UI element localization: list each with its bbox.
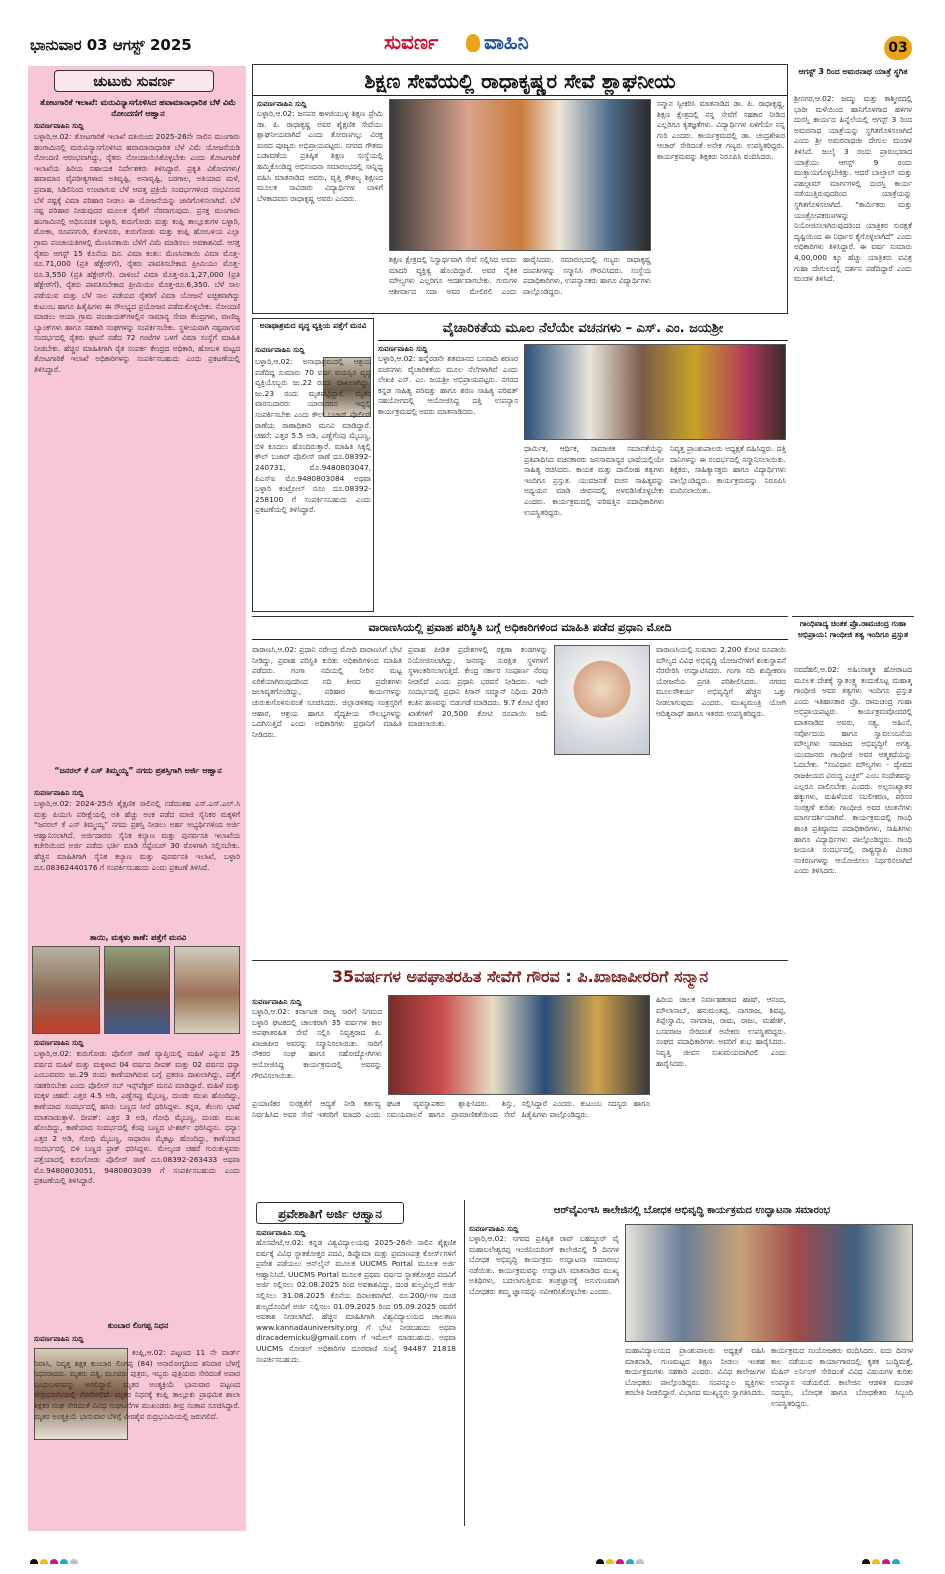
logo-right-text: ವಾಹಿನಿ xyxy=(484,30,529,54)
vachana-col3: ನಿವೃತ್ತ ಪ್ರಾಂಶುಪಾಲರು ಅಧ್ಯಕ್ಷತೆ ವಹಿಸಿದ್ದರು. ದತ್ತಿ ದಾನಿಗಳನ್ನು ಈ ಸಂದರ್ಭದಲ್ಲಿ ಸನ್ಮಾನಿಸಲಾಯಿತು. ಶಿಕ್ಷಕರು, ಸಾಹಿತ್ಯಾಸಕ್ತರು ಹಾಗೂ ವಿದ್ಯಾರ್ಥಿಗಳು ಪಾಲ್ಗೊಂಡಿದ್ದರು. ಕಾರ್ಯಕ್ರಮವನ್ನು ನಿರೂಪಿಸಿ ವಂದಿಸಲಾಯಿತು. xyxy=(670,444,786,496)
footer-registration-dots-center xyxy=(596,1552,686,1564)
honour-col2: ಪ್ರಯಾಣಿಕರ ಸುರಕ್ಷತೆಗೆ ಆದ್ಯತೆ ನೀಡಿ ಕರ್ತವ್ಯ ನಿರ್ವಹಿಸಿದ ಅವರ ಸೇವೆ ಇತರರಿಗೆ ಮಾದರಿ ಎಂದು ಘಟಕ ವ್ಯವಸ್ಥಾಪಕರು ಶ್ಲಾಘಿಸಿದರು. ಶಿಸ್ತು, ಸಮಯಪಾಲನೆ ಹಾಗೂ ಪ್ರಾಮಾಣಿಕತೆಯಿಂದ ಸೇವೆ ಸಲ್ಲಿಸಿದ್ದಾರೆ ಎಂದರು. ಕುಟುಂಬ ಸದಸ್ಯರು ಹಾಗೂ ಹಿತೈಷಿಗಳು ಪಾಲ್ಗೊಂಡಿದ್ದರು. xyxy=(252,1099,650,1119)
missing-woman-photo xyxy=(32,946,100,1034)
college-col1: ಬಳ್ಳಾರಿ,ಆ.02: ನಗರದ ಪ್ರತಿಷ್ಠಿತ ರಾವ್ ಬಹದ್ದೂರ್ ವೈ ಮಹಾಬಲೇಶ್ವರಪ್ಪ ಇಂಜಿನಿಯರಿಂಗ್ ಕಾಲೇಜಿನಲ್ಲಿ 5 ದಿನಗಳ ಬೋಧಕ ಅಭಿವೃದ್ಧಿ ಕಾರ್ಯಕ್ರಮ ಉದ್ಘಾಟನಾ ಸಮಾರಂಭ ನಡೆಯಿತು. ಕಾರ್ಯಕ್ರಮವನ್ನು ಉದ್ಘಾಟಿಸಿ ಮಾತನಾಡಿದ ಮುಖ್ಯ ಅತಿಥಿಗಳು, ಬದಲಾಗುತ್ತಿರುವ ತಂತ್ರಜ್ಞಾನಕ್ಕೆ ಅನುಗುಣವಾಗಿ ಬೋಧಕರು ತಮ್ಮ ಜ್ಞಾನವನ್ನು ನವೀಕರಿಸಿಕೊಳ್ಳಬೇಕು ಎಂದರು. xyxy=(469,1234,619,1296)
section-title: ಚುಟುಕು ಸುವರ್ಣ xyxy=(93,74,175,90)
story2-body: ಬಳ್ಳಾರಿ,ಆ.02: 2024-25ನೇ ಶೈಕ್ಷಣಿಕ ಸಾಲಿನಲ್ಲಿ ನಡೆದಂತಹ ಎಸ್.ಎಸ್.ಎಲ್.ಸಿ ಮತ್ತು ಪಿಯುಸಿ ಪರೀಕ್ಷೆಯಲ್ಲಿ ಅತಿ ಹೆಚ್ಚು ಅಂಕ ಪಡೆದ ಮಾಜಿ ಸೈನಿಕರ ಮಕ್ಕಳಿಗೆ “ಜನರಲ್ ಕೆ ಎಸ್ ತಿಮ್ಮಯ್ಯ” ನಗದು ಪ್ರಶಸ್ತಿ ನೀಡಲು ಅರ್ಹ ಅಭ್ಯರ್ಥಿಗಳಿಂದ ಅರ್ಜಿ ಆಹ್ವಾನಿಸಲಾಗಿದೆ. ಅರ್ಜಿದಾರರು ಸೈನಿಕ ಕಲ್ಯಾಣ ಮತ್ತು ಪುನರ್ವಸತಿ ಇಲಾಖೆಯ ಕಚೇರಿಯಿಂದ ಅರ್ಜಿ ಪಡೆದು ಭರ್ತಿ ಮಾಡಿ ಸೆಪ್ಟೆಂಬರ್ 30 ರೊಳಗಾಗಿ ಸಲ್ಲಿಸಬೇಕು. ಹೆಚ್ಚಿನ ಮಾಹಿತಿಗಾಗಿ ಸೈನಿಕ ಕಲ್ಯಾಣ ಮತ್ತು ಪುನರ್ವಸತಿ ಇಲಾಖೆ, ಬಳ್ಳಾರಿ ದೂ.08362440176 ಗೆ ಸಂಪರ್ಕಿಸಬಹುದು ಎಂದು ಪ್ರಕಟಣೆ ತಿಳಿಸಿದೆ. xyxy=(34,799,240,872)
elderly-headline: ಅನಾಥಾಶ್ರಮದ ವೃದ್ಧ ವ್ಯಕ್ತಿಯ ಪತ್ತೆಗೆ ಮನವಿ xyxy=(259,321,367,330)
modi-col2b xyxy=(554,759,650,953)
page-number: 03 xyxy=(888,40,908,56)
vachana-story xyxy=(378,318,788,612)
logo-flame-icon xyxy=(466,34,480,52)
modi-col3: ವಾರಾಣಸಿಯಲ್ಲಿ ಸುಮಾರು 2,200 ಕೋಟಿ ರೂಪಾಯಿ ಮೌಲ್ಯದ ವಿವಿಧ ಅಭಿವೃದ್ಧಿ ಯೋಜನೆಗಳಿಗೆ ಶಂಕುಸ್ಥಾಪನೆ ನೆರವೇರಿಸಿ ಉದ್ಘಾಟಿಸಿದರು. ಗಂಗಾ ನದಿ ಶುದ್ಧೀಕರಣ ಯೋಜನೆಯ ಪ್ರಗತಿ ಪರಿಶೀಲಿಸಿದರು. ನಗರದ ಮೂಲಸೌಕರ್ಯ ಅಭಿವೃದ್ಧಿಗೆ ಹೆಚ್ಚಿನ ಒತ್ತು ನೀಡಲಾಗುವುದು ಎಂದರು. ಮುಖ್ಯಮಂತ್ರಿ ಯೋಗಿ ಆದಿತ್ಯನಾಥ್ ಹಾಗೂ ಇತರರು ಉಪಸ್ಥಿತರಿದ್ದರು. xyxy=(656,645,786,718)
lead-photo xyxy=(389,99,651,251)
vachana-col1: ಬಳ್ಳಾರಿ,ಆ.02: ಹನ್ನೆರಡನೇ ಶತಮಾನದ ಬಸವಾದಿ ಶರಣರ ವಚನಗಳು ವೈಚಾರಿಕತೆಯ ಮೂಲ ನೆಲೆಗಳಾಗಿವೆ ಎಂದು ಲೇಖಕಿ ಎಸ್. ಎಂ. ಜಯಶ್ರೀ ಅಭಿಪ್ರಾಯಪಟ್ಟರು. ನಗರದ ಕನ್ನಡ ಸಾಹಿತ್ಯ ಪರಿಷತ್ತು ಹಾಗೂ ಶರಣ ಸಾಹಿತ್ಯ ಪರಿಷತ್ ಸಹಯೋಗದಲ್ಲಿ ಆಯೋಜಿಸಿದ್ದ ದತ್ತಿ ಉಪನ್ಯಾಸ ಕಾರ್ಯಕ್ರಮದಲ್ಲಿ ಅವರು ಮಾತನಾಡಿದರು. xyxy=(378,354,518,416)
lead-headline: ಶಿಕ್ಷಣ ಸೇವೆಯಲ್ಲಿ ರಾಧಾಕೃಷ್ಣರ ಸೇವೆ ಶ್ಲಾಘನೀಯ xyxy=(364,69,676,93)
college-col2: ಮಹಾವಿದ್ಯಾಲಯದ ಪ್ರಾಂಶುಪಾಲರು ಅಧ್ಯಕ್ಷತೆ ವಹಿಸಿ ಮಾತನಾಡಿ, ಗುಣಮಟ್ಟದ ಶಿಕ್ಷಣ ನೀಡಲು ಇಂತಹ ಕಾರ್ಯಕ್ರಮಗಳು ಸಹಕಾರಿ ಎಂದರು. ವಿವಿಧ ಕಾಲೇಜುಗಳ ಬೋಧಕರು ಪಾಲ್ಗೊಂಡಿದ್ದರು. ಸಂಪನ್ಮೂಲ ವ್ಯಕ್ತಿಗಳು ತರಬೇತಿ ನೀಡಲಿದ್ದಾರೆ. ವಿಭಾಗದ ಮುಖ್ಯಸ್ಥರು ಸ್ವಾಗತಿಸಿದರು. xyxy=(625,1346,765,1398)
vachana-headline: ವೈಚಾರಿಕತೆಯ ಮೂಲ ನೆಲೆಯೇ ವಚನಗಳು – ಎಸ್. ಎಂ. ಜಯಶ್ರೀ xyxy=(442,321,724,336)
lead-col3: ಸನ್ಮಾನ ಸ್ವೀಕರಿಸಿ ಮಾತನಾಡಿದ ಡಾ. ಪಿ. ರಾಧಾಕೃಷ್ಣ, ಶಿಕ್ಷಣ ಕ್ಷೇತ್ರದಲ್ಲಿ ನನ್ನ ಸೇವೆಗೆ ಸಹಕಾರ ನೀಡಿದ ಎಲ್ಲರಿಗೂ ಕೃತಜ್ಞತೆಗಳು. ವಿದ್ಯಾರ್ಥಿಗಳ ಏಳಿಗೆಯೇ ನನ್ನ ಗುರಿ ಎಂದರು. ಕಾರ್ಯಕ್ರಮದಲ್ಲಿ ಡಾ. ಚಂದ್ರಶೇಖರ ಆಚಾರ್ ಸೇರಿದಂತೆ ಅನೇಕ ಗಣ್ಯರು ಉಪಸ್ಥಿತರಿದ್ದರು. ಕಾರ್ಯಕ್ರಮವನ್ನು ಶಿಕ್ಷಕರು ನಿರೂಪಿಸಿ ವಂದಿಸಿದರು. xyxy=(657,99,785,161)
story2-byline: ಸುವರ್ಣವಾಹಿನಿ ಸುದ್ದಿ xyxy=(34,788,84,797)
modi-col1: ವಾರಾಣಸಿ,ಆ.02: ಪ್ರಧಾನಿ ನರೇಂದ್ರ ಮೋದಿ ವಾರಾಣಸಿಗೆ ಭೇಟಿ ನೀಡಿದ್ದು, ಪ್ರವಾಹ ಪರಿಸ್ಥಿತಿ ಕುರಿತು ಅಧಿಕಾರಿಗಳಿಂದ ಮಾಹಿತಿ ಪಡೆದರು. ಗಂಗಾ ನದಿಯಲ್ಲಿ ನೀರಿನ ಮಟ್ಟ ಏರಿಕೆಯಾಗಿರುವುದರಿಂದ ನದಿ ತೀರದ ಪ್ರದೇಶಗಳು ಜಲಾವೃತಗೊಂಡಿದ್ದು, ಪರಿಹಾರ ಕಾರ್ಯಗಳನ್ನು ಚುರುಕುಗೊಳಿಸುವಂತೆ ಸೂಚಿಸಿದರು. ಜಿಲ್ಲಾಡಳಿತವು ಸಂತ್ರಸ್ತರಿಗೆ ಆಹಾರ, ಆಶ್ರಯ ಹಾಗೂ ವೈದ್ಯಕೀಯ ಸೌಲಭ್ಯಗಳನ್ನು ಒದಗಿಸುತ್ತಿದೆ ಎಂದು ಅಧಿಕಾರಿಗಳು ಪ್ರಧಾನಿಗೆ ಮಾಹಿತಿ ನೀಡಿದರು. xyxy=(252,645,402,739)
left-column xyxy=(28,66,246,1531)
college-story xyxy=(464,1200,914,1526)
lead-rule xyxy=(253,95,787,96)
story4-body: ಕಂಪ್ಲಿ,ಆ.02: ಪಟ್ಟಣದ 11 ನೇ ವಾರ್ಡ್ ನಿವಾಸಿ, ನಿವೃತ್ತ ಶಿಕ್ಷಕ ಕುಂಬಾರ ಲಿಂಗಪ್ಪ (84) ಅನಾರೋಗ್ಯದಿಂದ ಶನಿವಾರ ಬೆಳಗ್ಗೆ ನಿಧನರಾದರು. ಮೃತರು ಪತ್ನಿ, ಮೂವರು ಪುತ್ರರು, ಇಬ್ಬರು ಪುತ್ರಿಯರು ಸೇರಿದಂತೆ ಅಪಾರ ಬಂಧುಬಳಗವನ್ನು ಅಗಲಿದ್ದಾರೆ. ಮೃತರ ಅಂತ್ಯಕ್ರಿಯೆ ಭಾನುವಾರ ಪಟ್ಟಣದ ರುದ್ರಭೂಮಿಯಲ್ಲಿ ನೆರವೇರಲಿದೆ. ಮೃತರ ನಿಧನಕ್ಕೆ ಕಂಪ್ಲಿ ತಾಲ್ಲೂಕು ಪ್ರಾಥಮಿಕ ಶಾಲಾ ಶಿಕ್ಷಕರ ಸಂಘ ಸೇರಿದಂತೆ ವಿವಿಧ ಸಂಘಟನೆಗಳ ಮುಖಂಡರು ತೀವ್ರ ಸಂತಾಪ ಸೂಚಿಸಿದ್ದಾರೆ. ಮೃತರ ಅಂತ್ಯಕ್ರಿಯೆ ಭಾನುವಾರ ಬೆಳಿಗ್ಗೆ ವೀರಶೈವ ರುದ್ರಭೂಮಿಯಲ್ಲಿ ಜರುಗಲಿದೆ. xyxy=(34,1348,240,1421)
lead-story xyxy=(252,64,788,314)
honour-photo xyxy=(388,995,650,1095)
elderly-notice-box xyxy=(252,318,374,612)
modi-headline: ವಾರಾಣಸಿಯಲ್ಲಿ ಪ್ರವಾಹ ಪರಿಸ್ಥಿತಿ ಬಗ್ಗೆ ಅಧಿಕಾರಿಗಳಿಂದ ಮಾಹಿತಿ ಪಡೆದ ಪ್ರಧಾನಿ ಮೋದಿ xyxy=(368,621,672,634)
vachana-col2: ಧಾರ್ಮಿಕ, ಆರ್ಥಿಕ, ಸಾಮಾಜಿಕ ಸಮಾನತೆಯನ್ನು ಪ್ರತಿಪಾದಿಸಿದ ವಚನಕಾರರು ಜನಸಾಮಾನ್ಯರ ಭಾಷೆಯಲ್ಲಿಯೇ ಸಾಹಿತ್ಯ ರಚಿಸಿದರು. ಕಾಯಕ ಮತ್ತು ದಾಸೋಹ ತತ್ವಗಳು ಇಂದಿಗೂ ಪ್ರಸ್ತುತ. ಯುವಜನತೆ ವಚನ ಸಾಹಿತ್ಯವನ್ನು ಅಧ್ಯಯನ ಮಾಡಿ ಜೀವನದಲ್ಲಿ ಅಳವಡಿಸಿಕೊಳ್ಳಬೇಕು ಎಂದರು. ಕಾರ್ಯಕ್ರಮದಲ್ಲಿ ಪರಿಷತ್ತಿನ ಪದಾಧಿಕಾರಿಗಳು ಉಪಸ್ಥಿತರಿದ್ದರು. xyxy=(524,444,664,517)
modi-photo xyxy=(554,645,650,755)
honour-story xyxy=(252,960,788,1196)
footer-registration-dots-right xyxy=(862,1552,922,1564)
lead-byline: ಸುವರ್ಣವಾಹಿನಿ ಸುದ್ದಿ xyxy=(257,99,307,108)
honour-col3: ಹಿರಿಯ ಚಾಲಕ ನಿರ್ವಾಹಕರಾದ ಹಾಷ್, ಆನಂದ, ಮೌಲಾಸಾಬ್, ಹನುಮಂತಪ್ಪ, ನಾಗರಾಜ, ಶಿವಪ್ಪ, ತಿಪ್ಪೇಸ್ವಾಮಿ, ನಾಗರಾಜ, ರಾಮ, ರಾಜು, ಮಹೇಶ್, ಬಸವರಾಜ ಸೇರಿದಂತೆ ಅನೇಕರು ಉಪಸ್ಥಿತರಿದ್ದರು. ಸಂಘದ ಪದಾಧಿಕಾರಿಗಳು ಅವರಿಗೆ ಶುಭ ಹಾರೈಸಿದರು. ನಿವೃತ್ತಿ ಜೀವನ ಸುಖಮಯವಾಗಿರಲಿ ಎಂದು ಹಾರೈಸಿದರು. xyxy=(656,995,786,1068)
page-number-badge xyxy=(884,36,912,60)
modi-rule xyxy=(252,639,788,640)
elderly-body: ಬಳ್ಳಾರಿ,ಆ.02: ಅನಾಥಾಶ್ರಮದಲ್ಲಿ ಆಶ್ರಯ ಪಡೆದಿದ್ದ ಸುಮಾರು 70 ವರ್ಷ ವಯಸ್ಸಿನ ವೃದ್ಧ ವ್ಯಕ್ತಿಯೊಬ್ಬರು ಜು.22 ರಂದು ದಾಖಲಾಗಿದ್ದು, ಜು.23 ರಂದು ಮೃತಪಟ್ಟಿದ್ದಾರೆ. ಮೃತರ ವಾರಸುದಾರರು ಯಾರಾದರೂ ಇದ್ದಲ್ಲಿ ಸಂಪರ್ಕಿಸಬೇಕು ಎಂದು ಕೌಲ್ ಬಜಾರ್ ಪೊಲೀಸ್ ಠಾಣೆಯ ಠಾಣಾಧಿಕಾರಿ ಮನವಿ ಮಾಡಿದ್ದಾರೆ. ಚಹರೆ: ಎತ್ತರ 5.5 ಅಡಿ, ಎಣ್ಣೆಗೆಂಪು ಮೈಬಣ್ಣ, ಬಿಳಿ ಕೂದಲು ಹೊಂದಿರುತ್ತಾರೆ. ಮಾಹಿತಿ ಸಿಕ್ಕಲ್ಲಿ ಕೌಲ್ ಬಜಾರ್ ಪೊಲೀಸ್ ಠಾಣೆ ದೂ.08392-240731, ಮೊ.9480803047, ಪಿಎಸ್‌ಐ ಮೊ.9480803084 ಅಥವಾ ಬಳ್ಳಾರಿ ಕಂಟ್ರೋಲ್ ರೂಂ ದೂ.08392-258100 ಗೆ ಸಂಪರ್ಕಿಸಬಹುದು ಎಂದು ಪ್ರಕಟಣೆಯಲ್ಲಿ ತಿಳಿಸಿದ್ದಾರೆ. xyxy=(255,357,371,515)
admission-byline: ಸುವರ್ಣವಾಹಿನಿ ಸುದ್ದಿ xyxy=(256,1228,306,1237)
vachana-photo xyxy=(524,344,786,440)
right-story1-headline: ಆಗಸ್ಟ್ 3 ರಿಂದ ಅಮರನಾಥ ಯಾತ್ರೆ ಸ್ಥಗಿತ xyxy=(798,67,908,76)
section-title-badge xyxy=(54,70,214,92)
admission-story xyxy=(252,1200,460,1526)
honour-headline: 35ವರ್ಷಗಳ ಅಪಘಾತರಹಿತ ಸೇವೆಗೆ ಗೌರವ : ಪಿ.ಖಾಜಾಪೀರರಿಗೆ ಸನ್ಮಾನ xyxy=(331,967,709,986)
missing-girl-photo xyxy=(174,946,240,1034)
honour-byline: ಸುವರ್ಣವಾಹಿನಿ ಸುದ್ದಿ xyxy=(252,997,302,1006)
story1-headline: ತೋಟಗಾರಿಕೆ ಇಲಾಖೆ: ಮರುವಿನ್ಯಾಸಗೊಳಿಸಿದ ಹವಾಮಾನಾಧಾರಿತ ಬೆಳೆ ವಿಮೆ ನೋಂದಣಿಗೆ ಆಹ್ವಾನ xyxy=(40,98,236,118)
story3-headline: ತಾಯಿ, ಮಕ್ಕಳು ಕಾಣೆ: ಪತ್ತೆಗೆ ಮನವಿ xyxy=(89,933,187,942)
right-story1-body: ಶ್ರೀನಗರ,ಆ.02: ಜಮ್ಮು ಮತ್ತು ಕಾಶ್ಮೀರದಲ್ಲಿ ಭಾರೀ ಮಳೆಯಿಂದ ಹಾನಿಗೊಳಗಾದ ಹಳಿಗಳ ದುರಸ್ತಿ ಕಾರ್ಯದ ಹಿನ್ನೆಲೆಯಲ್ಲಿ ಆಗಸ್ಟ್ 3 ರಿಂದ ಅಮರನಾಥ ಯಾತ್ರೆಯನ್ನು ಸ್ಥಗಿತಗೊಳಿಸಲಾಗಿದೆ ಎಂದು ಶ್ರೀ ಅಮರನಾಥಜೀ ದೇಗುಲ ಮಂಡಳಿ ತಿಳಿಸಿದೆ. ಜುಲೈ 3 ರಂದು ಪ್ರಾರಂಭವಾದ ಯಾತ್ರೆಯು ಆಗಸ್ಟ್ 9 ರಂದು ಮುಕ್ತಾಯಗೊಳ್ಳಬೇಕಿತ್ತು. ಆದರೆ ಬಾಲ್ತಾಲ್ ಮತ್ತು ಪಹಲ್ಗಾಮ್ ಮಾರ್ಗಗಳಲ್ಲಿ ದುರಸ್ತಿ ಕಾರ್ಯ ನಡೆಯುತ್ತಿರುವುದರಿಂದ ಯಾತ್ರೆಯನ್ನು ಸ್ಥಗಿತಗೊಳಿಸಲಾಗಿದೆ. “ಕಾರ್ಮಿಕರು ಮತ್ತು ಯಂತ್ರೋಪಕರಣಗಳನ್ನು ನಿಯೋಜಿಸಲಾಗಿರುವುದರಿಂದ ಯಾತ್ರಿಕರ ಸುರಕ್ಷತೆ ದೃಷ್ಟಿಯಿಂದ ಈ ನಿರ್ಧಾರ ಕೈಗೊಳ್ಳಲಾಗಿದೆ” ಎಂದು ಅಧಿಕಾರಿಗಳು ತಿಳಿಸಿದ್ದಾರೆ. ಈ ವರ್ಷ ಸುಮಾರು 4,00,000 ಕ್ಕೂ ಹೆಚ್ಚು ಯಾತ್ರಿಕರು ಪವಿತ್ರ ಗುಹಾ ದೇಗುಲದಲ್ಲಿ ದರ್ಶನ ಪಡೆದಿದ್ದಾರೆ ಎಂದು ಮಂಡಳಿ ತಿಳಿಸಿದೆ. xyxy=(794,94,912,284)
college-byline: ಸುವರ್ಣವಾಹಿನಿ ಸುದ್ದಿ xyxy=(469,1224,519,1233)
story3-byline: ಸುವರ್ಣವಾಹಿನಿ ಸುದ್ದಿ xyxy=(34,1038,84,1047)
newspaper-logo xyxy=(378,30,578,60)
story3-body: ಬಳ್ಳಾರಿ,ಆ.02: ಕುರುಗೋಡು ಪೊಲೀಸ್ ಠಾಣೆ ವ್ಯಾಪ್ತಿಯಲ್ಲಿ ಮಹಿಳೆ ಎನ್ನುವ 25 ವರ್ಷದ ಮಹಿಳೆ ಮತ್ತು ಮಕ್ಕಳಾದ 04 ವರ್ಷದ ದೀಪಕ್ ಮತ್ತು 02 ವರ್ಷದ ಧನ್ಯಾ ಎಂಬುವವರು ಜು.29 ರಂದು ಕಾಣೆಯಾಗಿರುವ ಬಗ್ಗೆ ಪ್ರಕರಣ ದಾಖಲಾಗಿದ್ದು, ಪತ್ತೆಗೆ ಸಹಕರಿಸಬೇಕು ಎಂದು ಪೊಲೀಸ್ ಸಬ್ ಇನ್ಸ್‌ಪೆಕ್ಟರ್ ಮನವಿ ಮಾಡಿದ್ದಾರೆ. ಮಹಿಳೆ ಮತ್ತು ಮಕ್ಕಳ ಚಹರೆ: ಎತ್ತರ 4.5 ಅಡಿ, ಎಣ್ಣೆಗಪ್ಪು ಮೈಬಣ್ಣ, ದುಂಡು ಮುಖ ಹೊಂದಿದ್ದು, ಕಾಣೆಯಾದ ಸಂದರ್ಭದಲ್ಲಿ ಹಸಿರು ಬಣ್ಣದ ಸೀರೆ ಧರಿಸಿದ್ದಳು. ಕನ್ನಡ, ತೆಲುಗು ಭಾಷೆ ಮಾತನಾಡುತ್ತಾಳೆ. ದೀಪಕ್: ಎತ್ತರ 3 ಅಡಿ, ಗೋಧಿ ಮೈಬಣ್ಣ, ದುಂಡು ಮುಖ ಹೊಂದಿದ್ದು, ಕಾಣೆಯಾದ ಸಂದರ್ಭದಲ್ಲಿ ಕೆಂಪು ಬಣ್ಣದ ಟಿ-ಶರ್ಟ್ ಧರಿಸಿದ್ದನು. ಧನ್ಯಾ: ಎತ್ತರ 2 ಅಡಿ, ಗೋಧಿ ಮೈಬಣ್ಣ, ಸಾಧಾರಣ ಮೈಕಟ್ಟು ಹೊಂದಿದ್ದು, ಕಾಣೆಯಾದ ಸಂದರ್ಭದಲ್ಲಿ ಬಿಳಿ ಬಣ್ಣದ ಫ್ರಾಕ್ ಧರಿಸಿದ್ದಳು. ಮೇಲ್ಕಂಡ ಚಹರೆ ಗುರುತುಳ್ಳವರು ಪತ್ತೆಯಾದಲ್ಲಿ ಕುರುಗೋಡು ಪೊಲೀಸ್ ಠಾಣೆ ದೂ.08392-263433 ಅಥವಾ ಮೊ.9480803051, 9480803039 ಗೆ ಸಂಪರ್ಕಿಸಬಹುದು ಎಂದು ಪ್ರಕಟಣೆಯಲ್ಲಿ ತಿಳಿಸಿದ್ದಾರೆ. xyxy=(34,1049,240,1186)
logo-left-text: ಸುವರ್ಣ xyxy=(384,30,439,54)
college-photo xyxy=(625,1224,913,1342)
vachana-col1-cont xyxy=(378,470,518,610)
story2-headline: “ಜನರಲ್ ಕೆ ಎಸ್ ತಿಮ್ಮಯ್ಯ” ನಗದು ಪ್ರಶಸ್ತಿಗಾಗಿ ಅರ್ಜಿ ಆಹ್ವಾನ xyxy=(54,766,222,775)
story4-byline: ಸುವರ್ಣವಾಹಿನಿ ಸುದ್ದಿ xyxy=(34,1334,84,1343)
masthead xyxy=(0,0,945,62)
admission-body: ಹೊಸಪೇಟೆ,ಆ.02: ಕನ್ನಡ ವಿಶ್ವವಿದ್ಯಾಲಯವು 2025-26ನೇ ಸಾಲಿನ ಶೈಕ್ಷಣಿಕ ವರ್ಷಕ್ಕೆ ವಿವಿಧ ಸ್ನಾತಕೋತ್ತರ ಪದವಿ, ಡಿಪ್ಲೊಮಾ ಮತ್ತು ಪ್ರಮಾಣಪತ್ರ ಕೋರ್ಸ್‌ಗಳಿಗೆ ಪ್ರವೇಶ ಪಡೆಯಲು ಆನ್‌ಲೈನ್ ಮೂಲಕ UUCMS Portal ಮೂಲಕ ಅರ್ಜಿ ಆಹ್ವಾನಿಸಿದೆ. UUCMS Portal ಮೂಲಕ ಪ್ರಥಮ ವರ್ಷದ ಸ್ನಾತಕೋತ್ತರ ಪದವಿಗೆ ಅರ್ಜಿ ಸಲ್ಲಿಸಲು 02.08.2025 ರಿಂದ ಅವಕಾಶವಿದ್ದು, ದಂಡ ಶುಲ್ಕವಿಲ್ಲದೆ ಅರ್ಜಿ ಸಲ್ಲಿಸಲು 31.08.2025 ಕೊನೆಯ ದಿನಾಂಕವಾಗಿದೆ. ರೂ.200/-ಗಳ ದಂಡ ಶುಲ್ಕದೊಂದಿಗೆ ಅರ್ಜಿ ಸಲ್ಲಿಸಲು 01.09.2025 ರಿಂದ 05.09.2025 ರವರೆಗೆ ಅವಕಾಶ ನೀಡಲಾಗಿದೆ. ಹೆಚ್ಚಿನ ಮಾಹಿತಿಗಾಗಿ ವಿಶ್ವವಿದ್ಯಾಲಯದ ಜಾಲತಾಣ www.kannadauniversity.org ಗೆ ಭೇಟಿ ನೀಡಬಹುದು ಅಥವಾ diracademicku@gmail.com ಗೆ ಇಮೇಲ್ ಮಾಡಬಹುದು. ಅಥವಾ UUCMS ನೋಡಲ್ ಅಧಿಕಾರಿಗಳ ದೂರವಾಣಿ ಸಂಖ್ಯೆ 94487 21818 ಸಂಪರ್ಕಿಸಬಹುದು. xyxy=(256,1238,456,1364)
missing-boy-photo xyxy=(104,946,170,1034)
modi-story xyxy=(252,616,788,956)
story1-byline: ಸುವರ್ಣವಾಹಿನಿ ಸುದ್ದಿ xyxy=(34,121,84,130)
story4-headline: ಕುಂಬಾರ ಲಿಂಗಪ್ಪ ನಿಧನ xyxy=(107,1321,169,1330)
modi-col2: ಪ್ರವಾಹ ಪೀಡಿತ ಪ್ರದೇಶಗಳಲ್ಲಿ ರಕ್ಷಣಾ ತಂಡಗಳನ್ನು ನಿಯೋಜಿಸಲಾಗಿದ್ದು, ಜನರನ್ನು ಸುರಕ್ಷಿತ ಸ್ಥಳಗಳಿಗೆ ಸ್ಥಳಾಂತರಿಸಲಾಗುತ್ತಿದೆ. ಕೇಂದ್ರ ಸರ್ಕಾರ ಸಂಪೂರ್ಣ ನೆರವು ನೀಡಲಿದೆ ಎಂದು ಪ್ರಧಾನಿ ಭರವಸೆ ನೀಡಿದರು. ಇದೇ ಸಂದರ್ಭದಲ್ಲಿ ಪ್ರಧಾನಿ ಕಿಸಾನ್ ಸಮ್ಮಾನ್ ನಿಧಿಯ 20ನೇ ಕಂತಿನ ಹಣವನ್ನು ಬಿಡುಗಡೆ ಮಾಡಿದರು. 9.7 ಕೋಟಿ ರೈತರ ಖಾತೆಗಳಿಗೆ 20,500 ಕೋಟಿ ರೂಪಾಯಿ ಜಮೆ ಮಾಡಲಾಯಿತು. xyxy=(408,645,548,729)
college-headline: ಆರ್‌ವೈಎಂಇಸಿ ಕಾಲೇಜಿನಲ್ಲಿ ಬೋಧಕ ಅಭಿವೃದ್ಧಿ ಕಾರ್ಯಕ್ರಮದ ಉದ್ಘಾಟನಾ ಸಮಾರಂಭ xyxy=(553,1205,831,1216)
right-story2-headline: ಗಾಂಧಿವಾದ್ಯ ಚಿಂತಕ ಪ್ರೊ.ರಾಮಚಂದ್ರ ಗುಹಾ ಅಭಿಪ್ರಾಯ: ಗಾಂಧೀಜಿ ತತ್ವ ಇಂದಿಗೂ ಪ್ರಸ್ತುತ xyxy=(798,619,908,639)
elderly-byline: ಸುವರ್ಣವಾಹಿನಿ ಸುದ್ದಿ xyxy=(255,345,305,354)
admission-title-badge xyxy=(256,1202,404,1224)
right-story-1 xyxy=(792,64,914,612)
vachana-rule xyxy=(378,340,788,341)
right-story2-body: ನವದೆಹಲಿ,ಆ.02: ಅಹಿಂಸಾತ್ಮಕ ಹೋರಾಟದ ಮೂಲಕ ದೇಶಕ್ಕೆ ಸ್ವಾತಂತ್ರ್ಯ ತಂದುಕೊಟ್ಟ ಮಹಾತ್ಮ ಗಾಂಧೀಜಿ ಅವರ ತತ್ವಗಳು ಇಂದಿಗೂ ಪ್ರಸ್ತುತ ಎಂದು ಇತಿಹಾಸಕಾರ ಪ್ರೊ. ರಾಮಚಂದ್ರ ಗುಹಾ ಅಭಿಪ್ರಾಯಪಟ್ಟರು. ಕಾರ್ಯಕ್ರಮವೊಂದರಲ್ಲಿ ಮಾತನಾಡಿದ ಅವರು, ಸತ್ಯ, ಅಹಿಂಸೆ, ಸರ್ವೋದಯ ಹಾಗೂ ಸ್ವಾವಲಂಬನೆಯ ಮೌಲ್ಯಗಳು ಸಮಾಜದ ಅಭಿವೃದ್ಧಿಗೆ ಅಗತ್ಯ. ಯುವಜನರು ಗಾಂಧೀಜಿ ಅವರ ಆತ್ಮಕಥೆಯನ್ನು ಓದಬೇಕು. “ಸಂವಿಧಾನ ಮೌಲ್ಯಗಳು - ದ್ವೇಷದ ರಾಜಕೀಯದ ವಿರುದ್ಧ ಎಚ್ಚರ” ಎಂಬ ಸಂದೇಶವನ್ನು ಎಲ್ಲರೂ ಪಾಲಿಸಬೇಕು ಎಂದರು. ಅಲ್ಪಸಂಖ್ಯಾತರ ಹಕ್ಕುಗಳು, ಮಹಿಳೆಯರ ಸಬಲೀಕರಣ, ಪರಿಸರ ಸಂರಕ್ಷಣೆ ಕುರಿತು ಗಾಂಧೀಜಿ ಅವರ ಚಿಂತನೆಗಳು ಮಾರ್ಗದರ್ಶಿಯಾಗಿವೆ. ಕಾರ್ಯಕ್ರಮದಲ್ಲಿ ಗಾಂಧಿ ಶಾಂತಿ ಪ್ರತಿಷ್ಠಾನದ ಪದಾಧಿಕಾರಿಗಳು, ಸಾಹಿತಿಗಳು ಹಾಗೂ ವಿದ್ಯಾರ್ಥಿಗಳು ಪಾಲ್ಗೊಂಡಿದ್ದರು. ಗಾಂಧಿ ಜಯಂತಿ ಸಂದರ್ಭದಲ್ಲಿ ರಾಷ್ಟ್ರವ್ಯಾಪಿ ವಿಚಾರ ಸಂಕಿರಣಗಳನ್ನು ಆಯೋಜಿಸಲು ನಿರ್ಧರಿಸಲಾಗಿದೆ ಎಂದು ತಿಳಿಸಿದರು. xyxy=(794,665,912,876)
admission-headline: ಪ್ರವೇಶಾತಿಗೆ ಅರ್ಜಿ ಆಹ್ವಾನ xyxy=(278,1207,382,1221)
college-col3: ಕಾರ್ಯಕ್ರಮದ ಸಂಯೋಜಕರು ವಂದಿಸಿದರು. ಐದು ದಿನಗಳ ಕಾಲ ನಡೆಯುವ ಕಾರ್ಯಾಗಾರದಲ್ಲಿ ಕೃತಕ ಬುದ್ಧಿಮತ್ತೆ, ಮೆಷಿನ್ ಲರ್ನಿಂಗ್ ಸೇರಿದಂತೆ ವಿವಿಧ ವಿಷಯಗಳ ಕುರಿತು ಉಪನ್ಯಾಸ ನಡೆಯಲಿದೆ. ಕಾಲೇಜಿನ ಆಡಳಿತ ಮಂಡಳಿ ಸದಸ್ಯರು, ಬೋಧಕ ಹಾಗೂ ಬೋಧಕೇತರ ಸಿಬ್ಬಂದಿ ಉಪಸ್ಥಿತರಿದ್ದರು. xyxy=(771,1346,913,1408)
story1-body: ಬಳ್ಳಾರಿ,ಆ.02: ತೋಟಗಾರಿಕೆ ಇಲಾಖೆ ವತಿಯಿಂದ 2025-26ನೇ ಸಾಲಿನ ಮುಂಗಾರು ಹಂಗಾಮಿನಲ್ಲಿ ಮರುವಿನ್ಯಾಸಗೊಳಿಸಿದ ಹವಾಮಾನಾಧಾರಿತ ಬೆಳೆ ವಿಮೆ ಯೋಜನೆಯಡಿ ನೋಂದಣಿ ಆರಂಭವಾಗಿದ್ದು, ರೈತರು ನೋಂದಾಯಿಸಿಕೊಳ್ಳಬೇಕು ಎಂದು ತೋಟಗಾರಿಕೆ ಇಲಾಖೆಯ ಹಿರಿಯ ಸಹಾಯಕ ನಿರ್ದೇಶಕರು ತಿಳಿಸಿದ್ದಾರೆ. ಪ್ರಕೃತಿ ವಿಕೋಪಗಳು/ಹವಾಮಾನ ವೈಪರೀತ್ಯಗಳಾದ ಅತಿವೃಷ್ಟಿ, ಅನಾವೃಷ್ಟಿ, ಬರಗಾಲ, ಅತಿಯಾದ ಮಳೆ, ಪ್ರವಾಹ, ಸಿಡಿಲಿನಿಂದ ಉಂಟಾಗುವ ಬೆಳೆ ಆಪತ್ತ ಪ್ರಕ್ರಿಯೆ ಸಂದರ್ಭಗಳಿಂದ ಸಂಭವಿಸುವ ಬೆಳೆ ನಷ್ಟಕ್ಕೆ ವಿಮಾ ಪರಿಹಾರ ನೀಡಲು ಈ ಯೋಜನೆಯನ್ನು ಜಾರಿಗೊಳಿಸಲಾಗಿದೆ. ಬೆಳೆ ನಷ್ಟ ಪರಿಹಾರ ನೀಡುವುದರ ಮೂಲಕ ರೈತರಿಗೆ ನೆರವಾಗುವುದು. ಪ್ರಸಕ್ತ ಮುಂಗಾರು ಹಂಗಾಮಿನಲ್ಲಿ ಅಧಿಸೂಚಿತ ಬಳ್ಳಾರಿ, ಕುರುಗೋಡು ಮತ್ತು ಕಂಪ್ಲಿ ತಾಲ್ಲೂಕುಗಳ ಬಳ್ಳಾರಿ, ಮೋಕಾ, ರೂಪನಗುಡಿ, ಕೋಳೂರು, ಕುರುಗೋಡು ಮತ್ತು ಕಂಪ್ಲಿ ಹೋಬಳಿಯ ಎಲ್ಲಾ ಗ್ರಾಮ ಪಂಚಾಯತಿಗಳಲ್ಲಿ ಮೆಣಸಿನಕಾಯಿ ಬೆಳೆಗೆ ವಿಮೆ ಮಾಡಿಸಲು ಅವಕಾಶವಿದೆ. ಆಸಕ್ತ ರೈತರು ಆಗಸ್ಟ್ 15 ಕೊನೆಯ ದಿನ. ವಿಮಾ ಕಂತು: ಮೆಣಸಿನಕಾಯಿ ವಿಮಾ ಮೊತ್ತ-ರೂ.71,000 (ಪ್ರತಿ ಹೆಕ್ಟೇರ್‌ಗೆ), ರೈತರು ಪಾವತಿಸಬೇಕಾದ ಪ್ರೀಮಿಯಂ ಮೊತ್ತ-ರೂ.3,550 (ಪ್ರತಿ ಹೆಕ್ಟೇರ್‌ಗೆ). ದಾಳಿಂಬೆ ವಿಮಾ ಮೊತ್ತ-ರೂ.1,27,000 (ಪ್ರತಿ ಹೆಕ್ಟೇರ್‌ಗೆ), ರೈತರು ಪಾವತಿಸಬೇಕಾದ ಪ್ರೀಮಿಯಂ ಮೊತ್ತ-ರೂ.6,350. ಬೆಳೆ ಸಾಲ ಪಡೆಯುವ ಮತ್ತು ಬೆಳೆ ಸಾಲ ಪಡೆಯದ ರೈತರಿಗೆ ವಿಮಾ ಯೋಜನೆ ಐಚ್ಛಿಕವಾಗಿದ್ದು ಕುಟುಂಬ ಹಾಗೂ ಹಿತೈಷಿಗಳು ಈ ಸೌಲಭ್ಯದ ಪ್ರಯೋಜನ ಪಡೆದುಕೊಳ್ಳಬೇಕು. ನೋಂದಣಿ ಮಾಡಲು ಆಯಾ ಗ್ರಾಮ ಪಂಚಾಯತ್‌ಗಳಲ್ಲಿನ ಸಾಮಾನ್ಯ ಸೇವಾ ಕೇಂದ್ರಗಳು, ವಾಣಿಜ್ಯ ಬ್ಯಾಂಕ್‌ಗಳು ಹಾಗೂ ಸಹಕಾರಿ ಸಂಘಗಳನ್ನು ಸಂಪರ್ಕಿಸಬೇಕು. ಸ್ಥಳೀಯವಾಗಿ ನಷ್ಟವಾಗುವ ಸಂದರ್ಭದಲ್ಲಿ ರೈತರು ಘಟನೆ ನಡೆದ 72 ಗಂಟೆಗಳ ಒಳಗೆ ವಿಮಾ ಸಂಸ್ಥೆಗೆ ಮಾಹಿತಿ ನೀಡಬೇಕು. ಹೆಚ್ಚಿನ ಮಾಹಿತಿಗಾಗಿ ರೈತ ಸಂಪರ್ಕ ಕೇಂದ್ರದ ಅಧಿಕಾರಿ, ಹೋಬಳಿ ಮಟ್ಟದ ತೋಟಗಾರಿಕೆ ಇಲಾಖೆ ಅಧಿಕಾರಿಗಳನ್ನು ಸಂಪರ್ಕಿಸಬಹುದು ಎಂದು ಪ್ರಕಟಣೆಯಲ್ಲಿ ತಿಳಿಸಿದ್ದಾರೆ. xyxy=(34,132,240,375)
lead-col2: ಶಿಕ್ಷಣ ಕ್ಷೇತ್ರದಲ್ಲಿ ನಿಸ್ವಾರ್ಥವಾಗಿ ಸೇವೆ ಸಲ್ಲಿಸಿದ ಅವರು ಮಾದರಿ ವ್ಯಕ್ತಿತ್ವ ಹೊಂದಿದ್ದಾರೆ. ಅವರ ನೈತಿಕ ಮೌಲ್ಯಗಳು ಎಲ್ಲರಿಗೂ ಆದರ್ಶವಾಗಬೇಕು. ಗುರುಗಳ ಆಶೀರ್ವಾದ ಸದಾ ಅವರ ಮೇಲಿರಲಿ ಎಂದು ಹಾರೈಸಿದರು. ಸಮಾರಂಭದಲ್ಲಿ ಗಣ್ಯರು ರಾಧಾಕೃಷ್ಣ ದಂಪತಿಗಳನ್ನು ಸನ್ಮಾನಿಸಿ ಗೌರವಿಸಿದರು. ಸಂಸ್ಥೆಯ ಪದಾಧಿಕಾರಿಗಳು, ಉಪನ್ಯಾಸಕರು ಹಾಗೂ ವಿದ್ಯಾರ್ಥಿಗಳು ಪಾಲ್ಗೊಂಡಿದ್ದರು. xyxy=(389,255,651,296)
issue-date: ಭಾನುವಾರ 03 ಆಗಸ್ಟ್ 2025 xyxy=(30,36,192,54)
vachana-byline: ಸುವರ್ಣವಾಹಿನಿ ಸುದ್ದಿ xyxy=(378,344,428,353)
honour-col1: ಬಳ್ಳಾರಿ,ಆ.02: ಕರ್ನಾಟಕ ರಾಜ್ಯ ಸಾರಿಗೆ ನಿಗಮದ ಬಳ್ಳಾರಿ ಘಟಕದಲ್ಲಿ ಚಾಲಕರಾಗಿ 35 ವರ್ಷಗಳ ಕಾಲ ಅಪಘಾತರಹಿತ ಸೇವೆ ಸಲ್ಲಿಸಿ ನಿವೃತ್ತರಾದ ಪಿ. ಖಾಜಾಪೀರ ಅವರನ್ನು ಸನ್ಮಾನಿಸಲಾಯಿತು. ಸಾರಿಗೆ ನೌಕರರ ಸಂಘ ಹಾಗೂ ಸಹೋದ್ಯೋಗಿಗಳು ಆಯೋಜಿಸಿದ್ದ ಕಾರ್ಯಕ್ರಮದಲ್ಲಿ ಅವರನ್ನು ಗೌರವಿಸಲಾಯಿತು. xyxy=(252,1007,382,1080)
lead-col1: ಬಳ್ಳಾರಿ,ಆ.02: ಜನಪರ ಕಾಳಜಿಯುಳ್ಳ ಶಿಕ್ಷಣ ಪ್ರೇಮಿ ಡಾ. ಪಿ. ರಾಧಾಕೃಷ್ಣ ಅವರ ಶೈಕ್ಷಣಿಕ ಸೇವೆಯು ಶ್ಲಾಘನೀಯವಾಗಿದೆ ಎಂದು ತೋರಣಗಲ್ಲು ವಿರಕ್ತ ಮಠದ ಪೂಜ್ಯರು ಅಭಿಪ್ರಾಯಪಟ್ಟರು. ನಗರದ ಗೌತಮ ಬಡಾವಣೆಯ ಪ್ರತಿಷ್ಠಿತ ಶಿಕ್ಷಣ ಸಂಸ್ಥೆಯಲ್ಲಿ ಹಮ್ಮಿಕೊಂಡಿದ್ದ ಅಭಿನಂದನಾ ಸಮಾರಂಭದಲ್ಲಿ ಸಾನ್ನಿಧ್ಯ ವಹಿಸಿ ಮಾತನಾಡಿದ ಅವರು, ವೃತ್ತಿ ಕೌಶಲ್ಯ ಶಿಕ್ಷಣದ ಮೂಲಕ ಸಾವಿರಾರು ವಿದ್ಯಾರ್ಥಿಗಳ ಬಾಳಿಗೆ ಬೆಳಕಾದವರು ರಾಧಾಕೃಷ್ಣ ಅವರು ಎಂದರು. xyxy=(257,109,383,203)
footer-registration-dots-left xyxy=(30,1552,120,1564)
right-story-2 xyxy=(792,616,914,1256)
